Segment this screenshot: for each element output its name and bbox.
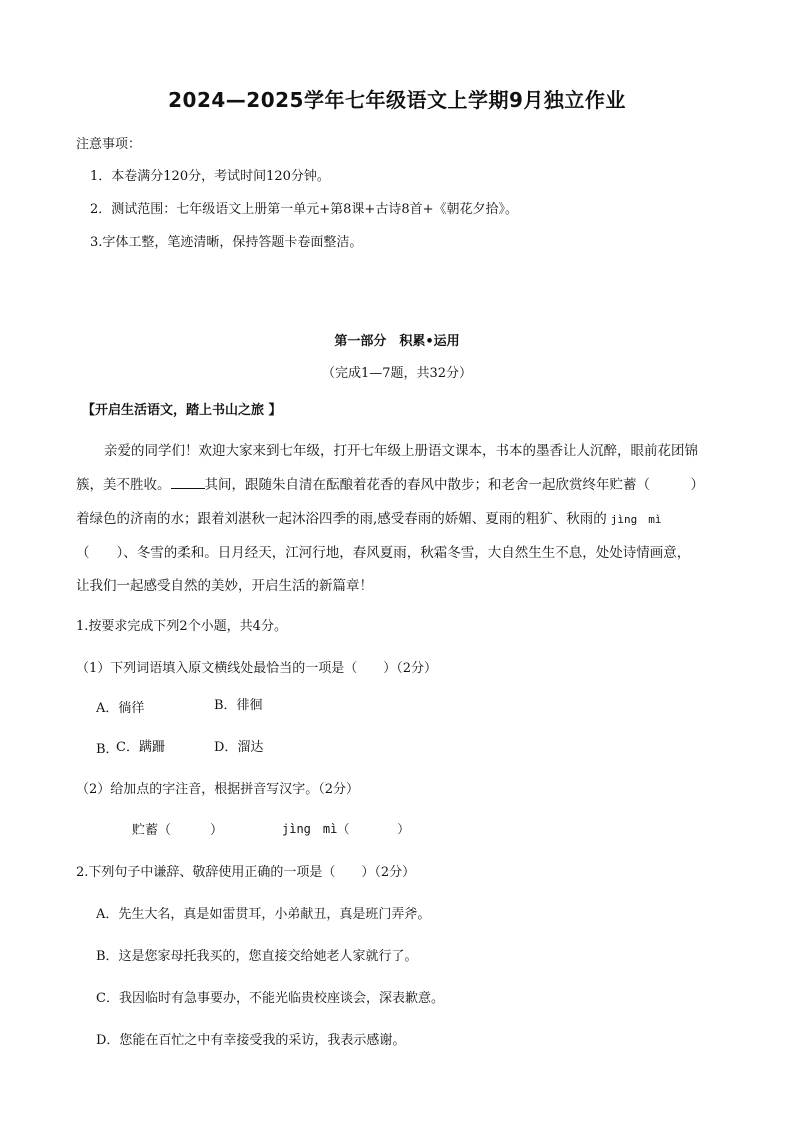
q1-option-c: C．蹒跚: [116, 740, 165, 755]
passage-line-3: [76, 507, 662, 527]
passage-line-5: 让我们一起感受自然的美妙，开启生活的新篇章！: [76, 578, 373, 594]
q1-option-b: B．徘徊: [214, 698, 263, 713]
passage-line-2: [76, 473, 704, 493]
q2-option-b: B．这是您家母托我买的，您直接交给她老人家就行了。: [96, 949, 418, 964]
passage-line-2-pre: 簇，美不胜收。: [76, 477, 171, 493]
notice-item-3: 3.字体工整，笔迹清晰，保持答题卡卷面整洁。: [90, 235, 363, 250]
notice-item-1: 1．本卷满分120分，考试时间120分钟。: [90, 169, 330, 184]
passage-line-1: 亲爱的同学们！欢迎大家来到七年级，打开七年级上册语文课本，书本的墨香让人沉醉，眼前花团锦: [104, 443, 698, 459]
passage-line-3-text: 着绿色的济南的水；跟着刘湛秋一起沐浴四季的雨,感受春雨的娇媚、夏雨的粗犷、秋雨的: [76, 511, 607, 527]
q1-answer-pinyin: jìng mì（ ）: [282, 822, 410, 836]
notice-heading: 注意事项：: [76, 137, 142, 152]
notice-item-2: 2．测试范围：七年级语文上册第一单元+第8课+古诗8首+《朝花夕拾》。: [90, 202, 518, 217]
q1-stem: 1.按要求完成下列2个小题，共4分。: [76, 619, 287, 634]
part-subtitle: （完成1—7题，共32分）: [321, 366, 473, 381]
passage-pinyin: jìng mì: [610, 513, 662, 526]
q1-option-a: A．徜徉: [96, 701, 145, 716]
passage-line-4: （ ）、冬雪的柔和。日月经天，江河行地，春风夏雨，秋霜冬雪，大自然生生不息，处处诗情画意，: [76, 545, 691, 561]
q2-option-d: D．您能在百忙之中有幸接受我的采访，我表示感谢。: [96, 1033, 406, 1048]
passage-line-2-post: 其间，跟随朱自清在酝酿着花香的春风中散步；和老舍一起欣赏终年贮蓄（ ）: [204, 477, 704, 493]
q1-sub2: （2）给加点的字注音，根据拼音写汉字。（2分）: [76, 782, 360, 797]
q1-option-b-marker: B．: [96, 742, 119, 757]
q2-option-a: A．先生大名，真是如雷贯耳，小弟献丑，真是班门弄斧。: [96, 907, 431, 922]
fill-blank: [171, 478, 205, 489]
q2-stem: 2.下列句子中谦辞、敬辞使用正确的一项是（ ）（2分）: [76, 865, 416, 880]
q2-option-c: C．我因临时有急事要办，不能光临贵校座谈会，深表歉意。: [96, 991, 444, 1006]
q1-sub1: （1）下列词语填入原文横线处最恰当的一项是（ ）（2分）: [76, 661, 438, 676]
document-title: 2024—2025学年七年级语文上学期9月独立作业: [168, 88, 626, 112]
part-title: 第一部分 积累•运用: [334, 334, 460, 349]
section-title: 【开启生活语文，踏上书山之旅 】: [82, 403, 282, 418]
q1-option-d: D．溜达: [214, 740, 264, 755]
q1-answer-word: 贮蓄（ ）: [132, 823, 224, 838]
